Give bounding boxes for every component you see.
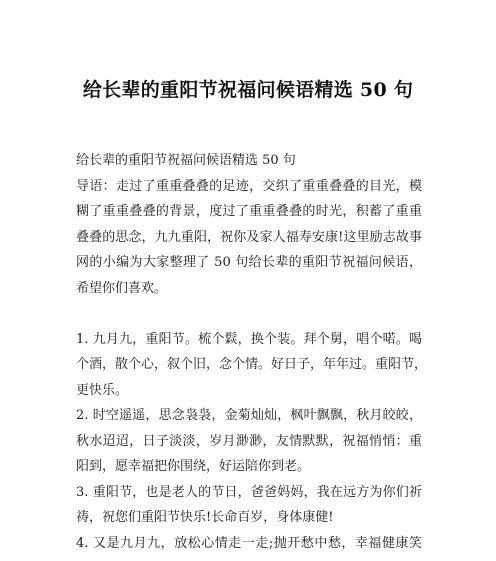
item-1-line: 更快乐。 xyxy=(76,382,129,398)
item-3-line: 祷，祝您们重阳节快乐!长命百岁，身体康健! xyxy=(76,510,334,525)
item-2-line: 2. 时空遥遥，思念袅袅，金菊灿灿，枫叶飘飘，秋月皎皎， xyxy=(76,408,422,423)
intro-line: 希望你们喜欢。 xyxy=(76,280,168,296)
document-title: 给长辈的重阳节祝福问候语精选 50 句 xyxy=(82,79,414,101)
item-2-line: 阳到，愿幸福把你围绕，好运陪你到老。 xyxy=(76,459,311,474)
item-1-line: 1. 九月九，重阳节。梳个鬏，换个装。拜个舅，唱个喏。喝 xyxy=(76,331,422,347)
intro-line: 叠叠的思念，九九重阳，祝你及家人福寿安康!这里励志故事 xyxy=(76,229,422,245)
intro-line: 网的小编为大家整理了 50 句给长辈的重阳节祝福问候语， xyxy=(76,255,422,270)
item-3-line: 3. 重阳节，也是老人的节日，爸爸妈妈，我在远方为你们祈 xyxy=(76,484,422,500)
paragraph-spacer xyxy=(76,301,422,327)
document-body xyxy=(76,148,428,556)
document-subtitle: 给长辈的重阳节祝福问候语精选 50 句 xyxy=(76,153,296,168)
item-1-line: 个酒，散个心，叙个旧，念个情。好日子，年年过。重阳节， xyxy=(76,357,428,372)
intro-line: 糊了重重叠叠的背景，度过了重重叠叠的时光，积蓄了重重 xyxy=(76,204,422,219)
item-4-line: 4. 又是九月九，放松心情走一走;抛开愁中愁，幸福健康笑 xyxy=(76,535,422,551)
intro-line: 导语：走过了重重叠叠的足迹，交织了重重叠叠的目光，模 xyxy=(76,178,422,194)
item-2-line: 秋水迢迢，日子淡淡，岁月渺渺，友情默默，祝福悄悄：重 xyxy=(76,433,422,449)
